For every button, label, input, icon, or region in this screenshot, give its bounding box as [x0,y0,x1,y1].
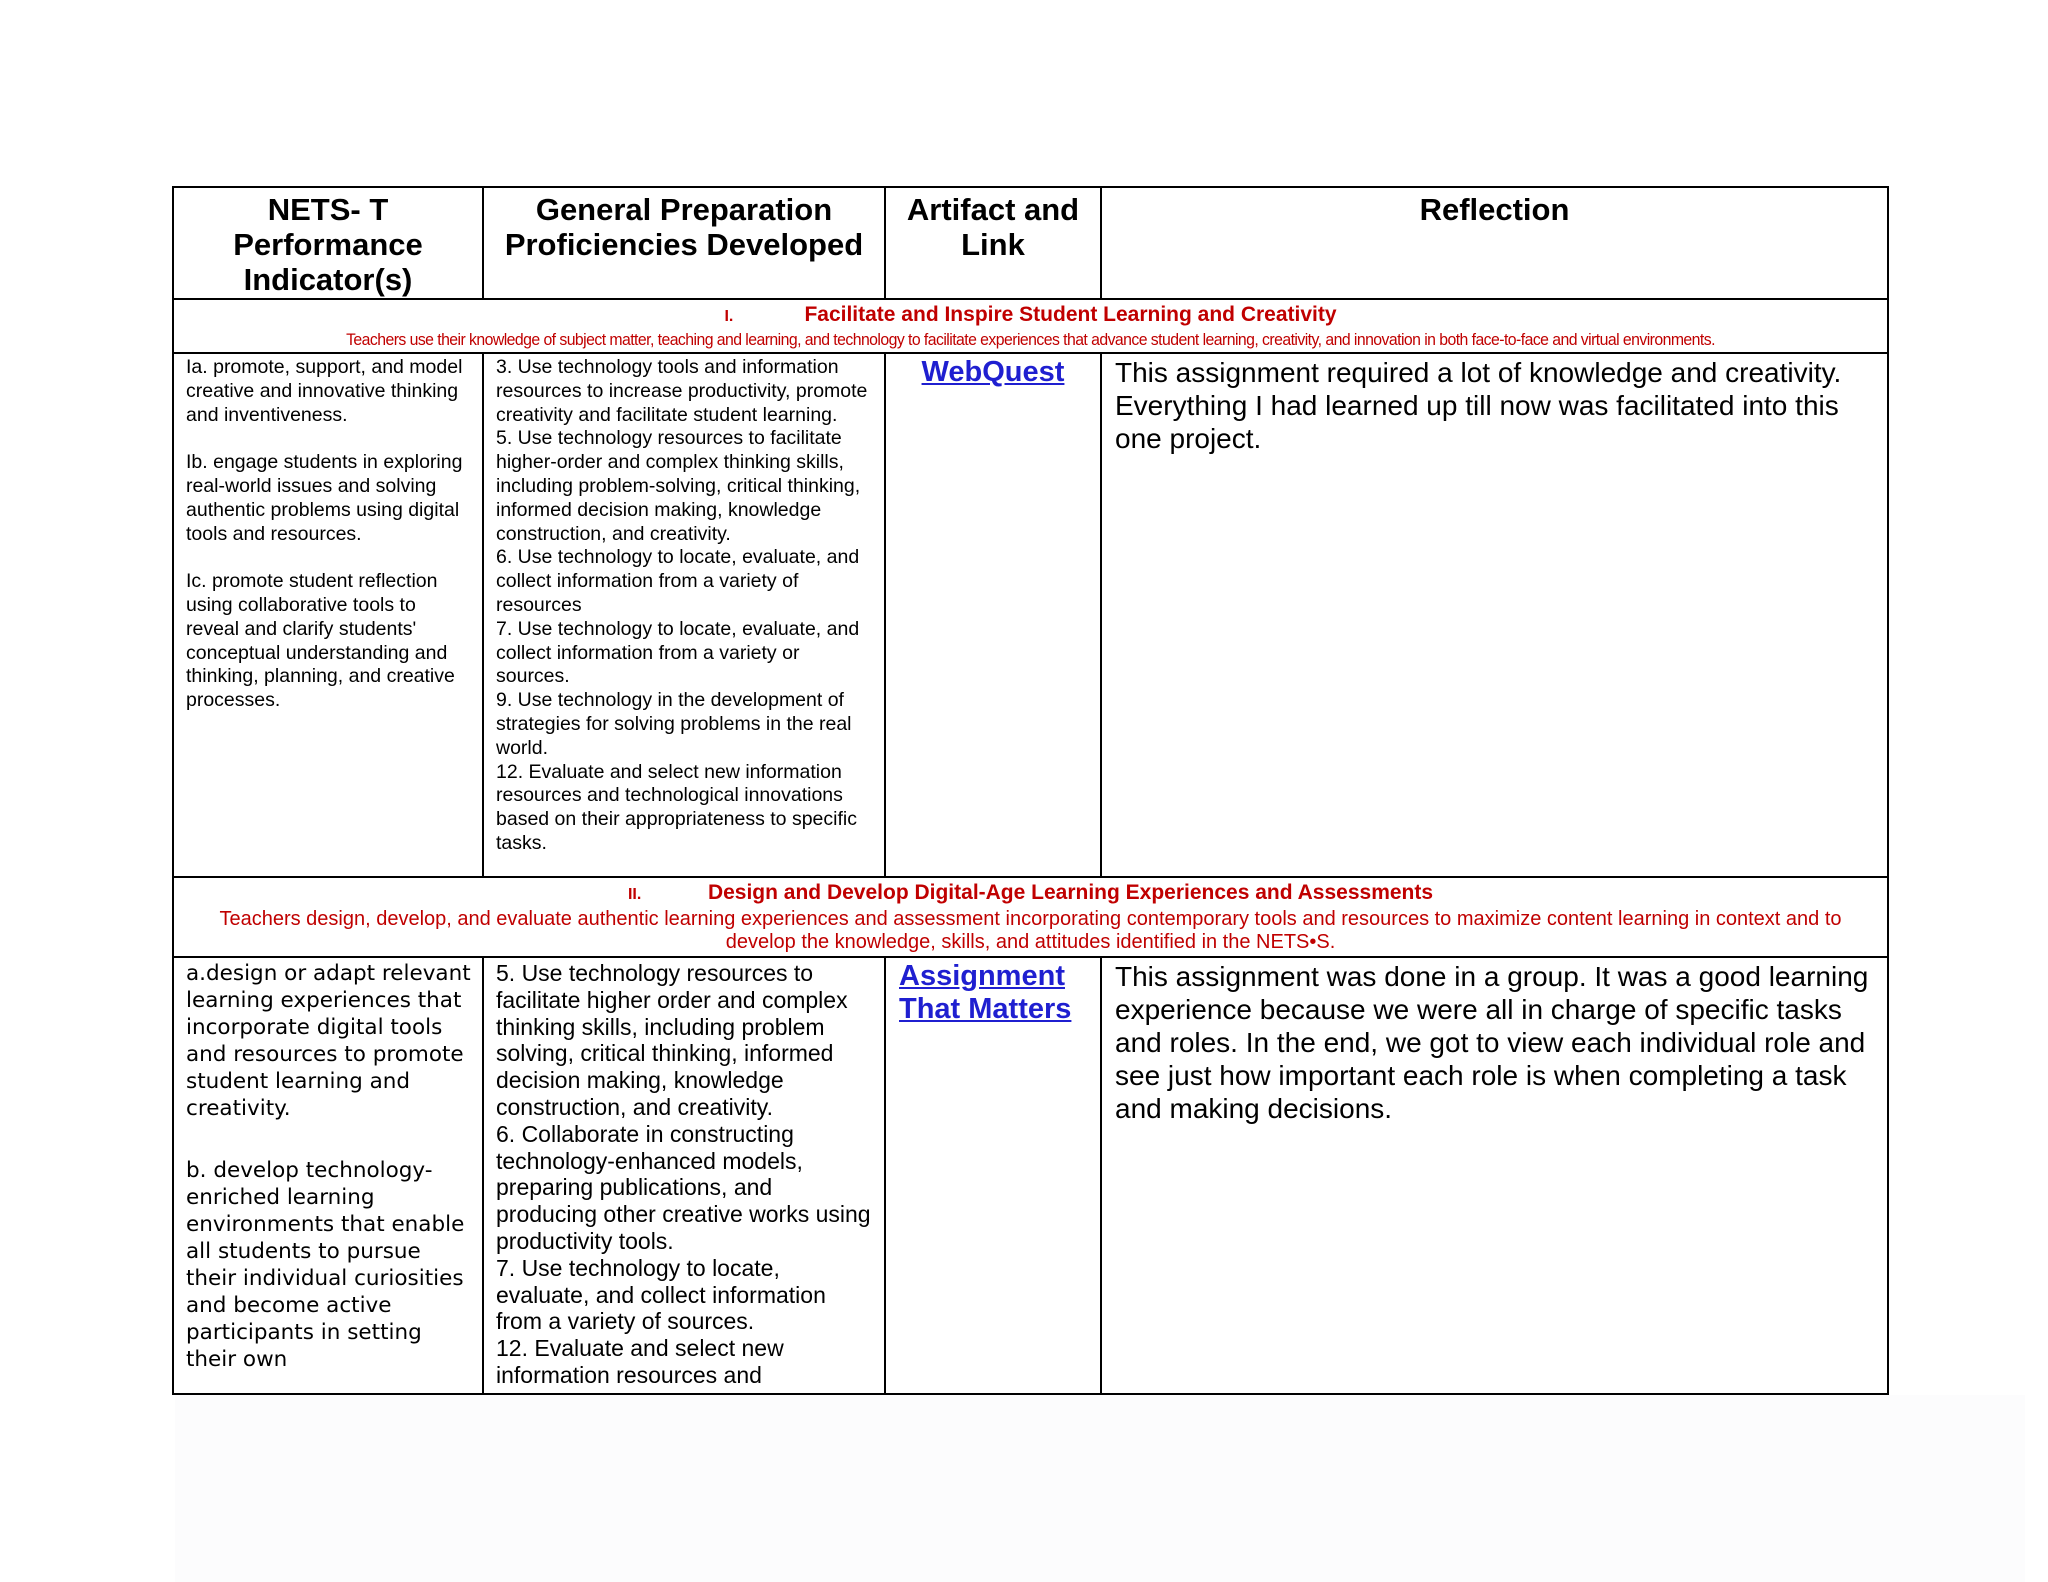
webquest-link[interactable]: WebQuest [921,356,1065,388]
section-1-heading-row [173,299,1888,353]
indicator-ia: Ia. promote, support, and model creative and innovative thinking and inventiveness. [186,356,463,426]
header-proficiencies: General Preparation Proficiencies Developed [483,187,885,299]
header-indicators: NETS- T Performance Indicator(s) [173,187,483,299]
section-2-description: Teachers design, develop, and evaluate authentic learning experiences and assessment incorporating contemporary tools and resources to maximize content learning in context and to develop the knowledge, skills, and attitudes identified in the NETS•S. [219,908,1842,953]
proficiency-item: 12. Evaluate and select new information resources and [496,1335,784,1388]
section-1-indicators [173,353,483,877]
assignment-that-matters-link[interactable] [899,960,1071,1025]
proficiency-item: 7. Use technology to locate, evaluate, and collect information from a variety of sources. [496,1254,826,1335]
indicator-ib: Ib. engage students in exploring real-world issues and solving authentic problems using digital tools and resources. [186,451,463,545]
header-row [173,187,1888,299]
header-artifact: Artifact and Link [885,187,1101,299]
section-2-artifact [885,957,1101,1394]
proficiency-item: 5. Use technology resources to facilitate higher order and complex thinking skills, including problem solving, critical thinking, informed decision making, knowledge construction, and creativity. [496,960,848,1120]
section-2-reflection: This assignment was done in a group. It was a good learning experience because we were all in charge of specific tasks and roles. In the end, we got to view each individual role and see just how important each role is when completing a task and making decisions. [1101,957,1888,1394]
section-2-proficiencies [483,957,885,1394]
section-2-title: Design and Develop Digital-Age Learning Experiences and Assessments [707,881,1434,904]
section-2-row [173,957,1888,1394]
section-1-title: Facilitate and Inspire Student Learning and Creativity [804,303,1337,326]
page-shadow [175,1395,2025,1582]
indicator-b: b. develop technology-enriched learning environments that enable all students to pursue their individual curiosities and become active participants in setting their own [186,1158,465,1372]
proficiency-item: 12. Evaluate and select new information resources and technological innovations based on their appropriateness to specific tasks. [496,760,857,854]
proficiency-item: 3. Use technology tools and information resources to increase productivity, promote creativity and facilitate student learning. [496,356,868,426]
section-1-proficiencies [483,353,885,877]
section-1-row [173,353,1888,877]
header-reflection: Reflection [1101,187,1888,299]
section-1-reflection: This assignment required a lot of knowledge and creativity. Everything I had learned up till now was facilitated into this one project. [1101,353,1888,877]
proficiency-item: 5. Use technology resources to facilitate higher-order and complex thinking skills, including problem-solving, critical thinking, informed decision making, knowledge construction, and creativity. [496,427,861,545]
proficiency-item: 6. Collaborate in constructing technology-enhanced models, preparing publications, and producing other creative works using productivity tools. [496,1120,871,1254]
section-1-number: I. [724,308,734,325]
link-line-2: That Matters [899,993,1072,1025]
indicator-ic: Ic. promote student reflection using collaborative tools to reveal and clarify students' conceptual understanding and thinking, planning, and creative processes. [186,570,455,712]
proficiency-item: 6. Use technology to locate, evaluate, and collect information from a variety of resources [496,546,860,616]
portfolio-table [172,186,1889,1395]
section-1-heading [173,299,1888,353]
link-line-1: Assignment [899,960,1065,992]
indicator-a: a.design or adapt relevant learning experiences that incorporate digital tools and resources to promote student learning and creativity. [186,961,471,1121]
section-1-artifact [885,353,1101,877]
section-2-heading [173,877,1888,957]
section-1-description: Teachers use their knowledge of subject matter, teaching and learning, and technology to facilitate experiences that advance student learning, creativity, and innovation in both face-to-face and virtual environments. [346,330,1715,349]
section-2-indicators [173,957,483,1394]
proficiency-item: 9. Use technology in the development of strategies for solving problems in the real world. [496,689,852,759]
section-2-heading-row [173,877,1888,957]
section-2-number: II. [627,886,642,903]
proficiency-item: 7. Use technology to locate, evaluate, and collect information from a variety or sources. [496,617,860,688]
